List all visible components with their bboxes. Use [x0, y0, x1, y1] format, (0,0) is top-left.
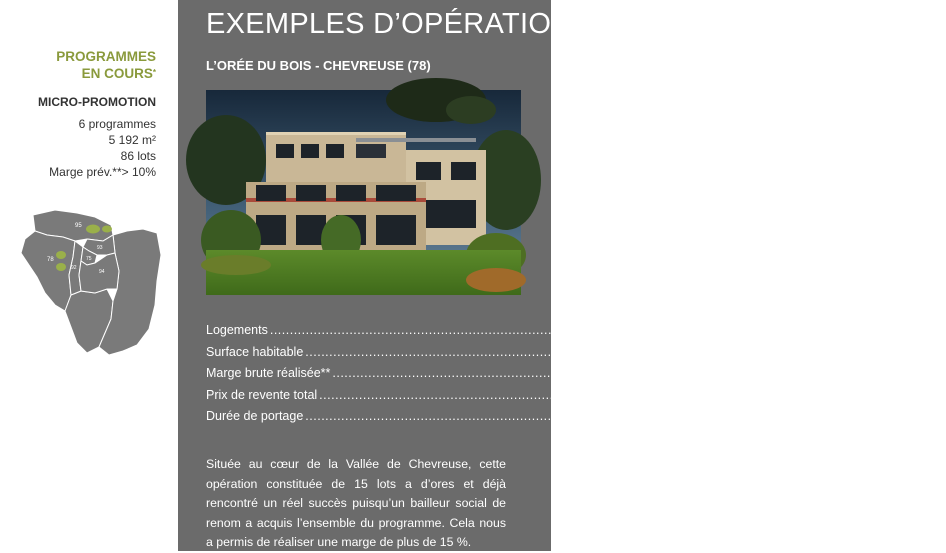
- spec-leader-dots: [270, 323, 842, 337]
- spec-value: 15,5 %: [906, 366, 946, 380]
- map-label-92: 92: [71, 265, 77, 271]
- ile-de-france-map: [15, 205, 165, 360]
- spec-label: Surface habitable: [206, 344, 304, 359]
- page-headline: EXEMPLES D’OPÉRATIONS: [206, 8, 593, 40]
- spec-leader-dots: [319, 388, 891, 402]
- spec-label: Marge brute réalisée**: [206, 366, 331, 380]
- operation-description: Située au cœur de la Vallée de Chevreuse, cette opération constituée de 15 lots a d’ores et déjà rencontré un réel succès puisqu’un bailleur social de renom a acquis l’ensemble du programme. Cela nous a permis de réaliser une marge de plus de 15 %.: [206, 457, 506, 549]
- stat-lots: 86 lots: [120, 149, 156, 163]
- spec-leader-dots: [332, 366, 904, 380]
- map-highlight-78b: [56, 263, 66, 271]
- spec-row-prix: [206, 387, 946, 410]
- stats-block: [49, 116, 156, 180]
- stat-marge: Marge prév.**> 10%: [49, 165, 156, 179]
- specs-table: [206, 323, 946, 431]
- spec-value: 15: [843, 323, 858, 337]
- stat-surface: 5 192 m²: [108, 133, 156, 147]
- map-highlight-95: [86, 225, 100, 234]
- map-label-78: 78: [47, 257, 54, 263]
- programmes-title-mark: *: [152, 68, 156, 77]
- spec-row-marge: [206, 366, 946, 388]
- map-label-95: 95: [75, 223, 82, 229]
- spec-value: 12 mois: [879, 409, 926, 423]
- spec-value: 2,5 M d’€: [893, 387, 946, 402]
- spec-leader-dots: [305, 345, 877, 359]
- map-label-94: 94: [99, 269, 105, 275]
- spec-label: Prix de revente total: [206, 387, 318, 402]
- map-highlight-78a: [56, 251, 66, 259]
- map-label-75: 75: [86, 256, 92, 262]
- left-column: [0, 0, 178, 551]
- map-dept-78: [21, 231, 75, 311]
- category-label: MICRO-PROMOTION: [38, 95, 156, 109]
- operations-panel: [178, 0, 946, 551]
- spec-label: Durée de portage: [206, 409, 304, 423]
- building-photo: [206, 90, 521, 295]
- programmes-title-line1: PROGRAMMES: [56, 49, 156, 64]
- spec-leader-dots: [305, 409, 877, 423]
- spec-row-logements: [206, 323, 858, 345]
- spec-row-duree: [206, 409, 926, 431]
- map-label-93: 93: [97, 245, 103, 251]
- programmes-title: [56, 48, 156, 82]
- stat-programmes: 6 programmes: [78, 117, 156, 131]
- map-highlight-95b: [102, 226, 112, 233]
- operation-title: L’ORÉE DU BOIS - CHEVREUSE (78): [206, 58, 431, 73]
- spec-row-surface: [206, 344, 920, 367]
- spec-label: Logements: [206, 323, 268, 337]
- spec-value: 880 m²: [879, 344, 920, 359]
- programmes-title-line2: EN COURS: [81, 66, 153, 81]
